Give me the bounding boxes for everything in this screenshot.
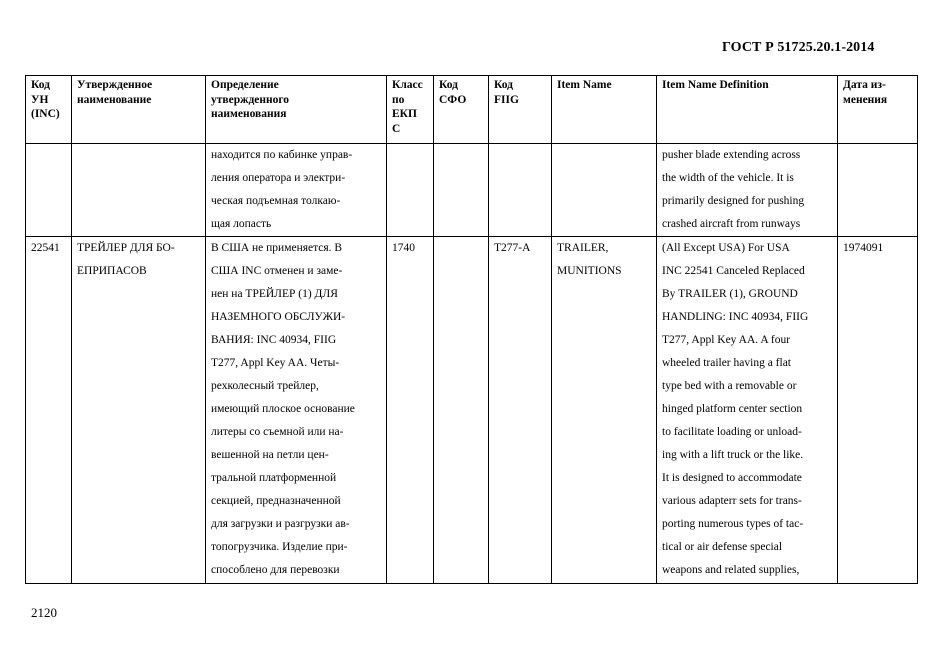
header-line: Item Name Definition xyxy=(662,79,769,91)
item-definition-line: It is designed to accommodate xyxy=(662,472,802,484)
classification-table xyxy=(25,75,918,584)
definition-line: T277, Appl Key AA. Четы- xyxy=(211,357,340,369)
fiig-code: T277-A xyxy=(494,242,531,254)
cell-class xyxy=(387,237,434,584)
header-line: ЕКП xyxy=(392,108,417,120)
item-definition-line: ing with a lift truck or the like. xyxy=(662,449,804,461)
definition-line: НАЗЕМНОГО ОБСЛУЖИ- xyxy=(211,311,346,323)
item-definition-line: hinged platform center section xyxy=(662,403,803,415)
header-line: УН xyxy=(31,93,49,106)
definition-line: вешенной на петли цен- xyxy=(211,449,329,461)
header-line: по xyxy=(392,93,405,106)
table-row xyxy=(26,237,918,584)
definition-line: литеры со съемной или на- xyxy=(211,426,344,438)
header-line: наименования xyxy=(211,108,287,120)
cell-class xyxy=(387,144,434,237)
cell-item-definition xyxy=(657,237,838,584)
header-class xyxy=(387,76,434,144)
change-date: 1974091 xyxy=(843,242,884,254)
item-definition-line: pusher blade extending across xyxy=(662,149,801,161)
definition-line: находится по кабинке управ- xyxy=(211,149,353,161)
header-change-date xyxy=(838,76,918,144)
page-number: 2120 xyxy=(31,605,57,620)
name-line: ЕПРИПАСОВ xyxy=(77,265,147,277)
header-line: Код xyxy=(31,79,51,91)
item-definition-line: weapons and related supplies, xyxy=(662,564,800,576)
header-line: менения xyxy=(843,93,888,106)
definition-line: для загрузки и разгрузки ав- xyxy=(211,518,350,530)
definition-line: ческая подъемная толкаю- xyxy=(211,195,341,207)
header-inc xyxy=(26,76,72,144)
header-line: Item Name xyxy=(557,79,612,91)
definition-line: секцией, предназначенной xyxy=(211,495,341,507)
cell-name xyxy=(72,144,206,237)
header-line: Код xyxy=(439,79,459,91)
cell-item-name xyxy=(552,144,657,237)
item-definition-line: type bed with a removable or xyxy=(662,380,797,392)
cell-item-definition xyxy=(657,144,838,237)
header-line: СФО xyxy=(439,93,467,106)
header-line: наименование xyxy=(77,93,152,106)
cell-date xyxy=(838,237,918,584)
header-line: Определение xyxy=(211,79,279,91)
definition-line: имеющий плоское основание xyxy=(211,403,355,415)
item-name-line: MUNITIONS xyxy=(557,265,622,277)
class-code: 1740 xyxy=(392,242,415,254)
definition-line: нен на ТРЕЙЛЕР (1) ДЛЯ xyxy=(211,288,338,300)
item-definition-line: various adapterr sets for trans- xyxy=(662,495,802,507)
inc-code: 22541 xyxy=(31,242,60,254)
item-definition-line: primarily designed for pushing xyxy=(662,195,805,207)
header-item-name-definition xyxy=(657,76,838,144)
cell-definition xyxy=(206,237,387,584)
item-definition-line: porting numerous types of tac- xyxy=(662,518,804,530)
item-definition-line: tical or air defense special xyxy=(662,541,783,553)
header-line: Код xyxy=(494,79,514,91)
name-line: ТРЕЙЛЕР ДЛЯ БО- xyxy=(77,242,175,254)
header-definition xyxy=(206,76,387,144)
cell-name xyxy=(72,237,206,584)
header-sfo xyxy=(434,76,489,144)
document-standard-number: ГОСТ Р 51725.20.1-2014 xyxy=(722,40,875,55)
definition-line: топогрузчика. Изделие при- xyxy=(211,541,348,553)
cell-item-name xyxy=(552,237,657,584)
item-name-line: TRAILER, xyxy=(557,242,609,254)
cell-definition xyxy=(206,144,387,237)
definition-line: рехколесный трейлер, xyxy=(211,380,319,392)
item-definition-line: T277, Appl Key AA. A four xyxy=(662,334,791,346)
item-definition-line: HANDLING: INC 40934, FIIG xyxy=(662,311,809,323)
item-definition-line: (All Except USA) For USA xyxy=(662,242,790,254)
table-row-continuation xyxy=(26,144,918,237)
item-definition-line: to facilitate loading or unload- xyxy=(662,426,802,438)
header-approved-name xyxy=(72,76,206,144)
cell-sfo xyxy=(434,237,489,584)
definition-line: ления оператора и электри- xyxy=(211,172,346,184)
cell-inc xyxy=(26,144,72,237)
definition-line: способлено для перевозки xyxy=(211,564,340,576)
definition-line: ВАНИЯ: INC 40934, FIIG xyxy=(211,334,337,346)
header-line: Класс xyxy=(392,79,423,91)
item-definition-line: By TRAILER (1), GROUND xyxy=(662,288,798,300)
header-line: Утвержденное xyxy=(77,79,153,91)
item-definition-line: the width of the vehicle. It is xyxy=(662,172,794,184)
header-line: С xyxy=(392,122,401,135)
item-definition-line: crashed aircraft from runways xyxy=(662,218,801,230)
definition-line: США INC отменен и заме- xyxy=(211,265,343,277)
cell-fiig xyxy=(489,144,552,237)
item-definition-line: wheeled trailer having a flat xyxy=(662,357,791,369)
item-definition-line: INC 22541 Canceled Replaced xyxy=(662,265,805,277)
definition-line: тральной платформенной xyxy=(211,472,337,484)
header-item-name xyxy=(552,76,657,144)
definition-line: В США не применяется. В xyxy=(211,242,343,254)
header-fiig xyxy=(489,76,552,144)
cell-inc xyxy=(26,237,72,584)
table-header-row xyxy=(26,76,918,144)
header-line: (INC) xyxy=(31,108,60,120)
header-line: Дата из- xyxy=(843,79,886,91)
cell-fiig xyxy=(489,237,552,584)
header-line: FIIG xyxy=(494,93,519,106)
cell-date xyxy=(838,144,918,237)
header-line: утвержденного xyxy=(211,93,290,106)
cell-sfo xyxy=(434,144,489,237)
definition-line: щая лопасть xyxy=(211,218,272,230)
